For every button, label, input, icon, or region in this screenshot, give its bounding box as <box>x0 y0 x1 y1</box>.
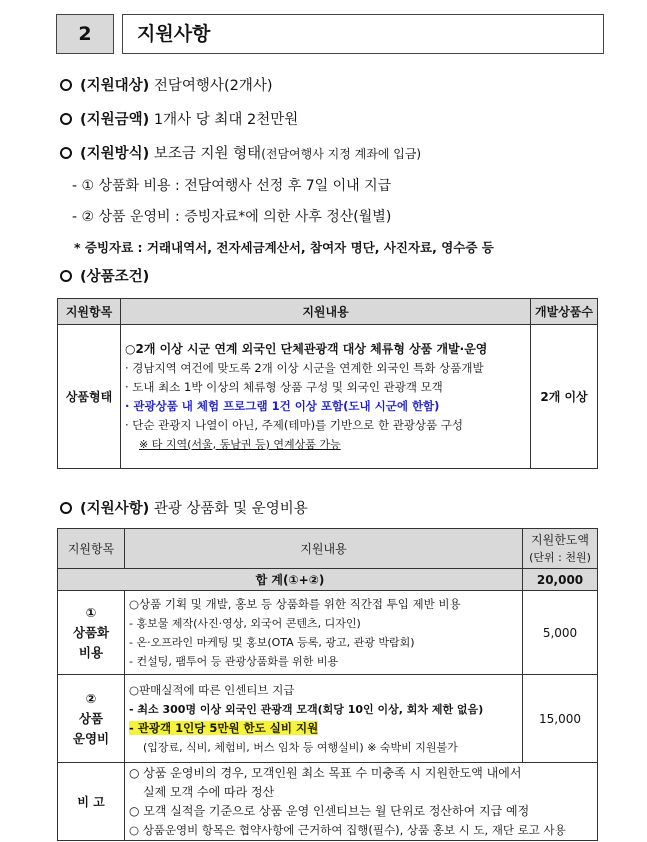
bullet-label: (지원사항) <box>80 501 150 517</box>
bullet-note: (전담여행사 지정 계좌에 입금) <box>261 147 422 161</box>
bullet-support <box>60 497 308 518</box>
section-title: 지원사항 <box>122 14 604 54</box>
row-label: 운영비 <box>72 730 110 746</box>
content-line: - 홍보물 제작(사진·영상, 외국어 콘텐츠, 디자인) <box>129 616 361 630</box>
col-header: 지원항목 <box>58 529 125 569</box>
bullet-text: 전담여행사(2개사) <box>153 78 273 94</box>
col-header: 개발상품수 <box>531 299 598 325</box>
remark-line: ○ 상품 운영비의 경우, 모객인원 최소 목표 수 미충족 시 지원한도액 내에서 <box>129 765 522 780</box>
remark-line: ○ 상품운영비 항목은 협약사항에 근거하여 집행(필수), 상품 홍보 시 도, 재단 로고 사용 <box>129 822 566 837</box>
col-header: 지원내용 <box>121 299 531 325</box>
highlighted-line: - 관광객 1인당 5만원 한도 실비 지원 <box>129 720 319 735</box>
unit-label: (단위 : 천원) <box>529 550 591 564</box>
total-label: 합 계(①+②) <box>58 569 523 591</box>
evidence-note: * 증빙자료 : 거래내역서, 전자세금계산서, 참여자 명단, 사진자료, 영수증 등 <box>74 240 494 255</box>
content-line: ○2개 이상 시군 연계 외국인 단체관광객 대상 체류형 상품 개발·운영 <box>125 341 488 356</box>
remark-line: ○ 모객 실적을 기준으로 상품 운영 인센티브는 월 단위로 정산하여 지급 예정 <box>129 803 530 818</box>
circle-bullet-icon <box>60 147 72 159</box>
sub-item-1: - ① 상품화 비용 : 전담여행사 선정 후 7일 이내 지급 <box>72 178 392 194</box>
total-value: 20,000 <box>523 569 598 591</box>
remark-label: 비 고 <box>58 763 125 841</box>
row-label: ② <box>85 690 97 706</box>
circle-bullet-icon <box>60 79 72 91</box>
content-line: (입장료, 식비, 체험비, 버스 임차 등 여행실비) ※ 숙박비 지원불가 <box>143 740 458 754</box>
row-label: 상품형태 <box>58 325 121 469</box>
bullet-conditions <box>60 265 149 286</box>
bullet-label: (지원금액) <box>80 112 150 128</box>
row-value: 15,000 <box>523 675 598 763</box>
bullet-label: (지원대상) <box>80 78 150 94</box>
col-header: 지원내용 <box>125 529 523 569</box>
col-header: 지원항목 <box>58 299 121 325</box>
content-line: - 최소 300명 이상 외국인 관광객 모객(회당 10인 이상, 회차 제한 없음) <box>129 702 484 716</box>
content-line: · 도내 최소 1박 이상의 체류형 상품 구성 및 외국인 관광객 모객 <box>125 379 443 394</box>
product-count: 2개 이상 <box>531 325 598 469</box>
col-header: 지원한도액 <box>531 532 589 547</box>
content-line-highlight: · 관광상품 내 체험 프로그램 1건 이상 포함(도내 시군에 한함) <box>125 398 440 413</box>
bullet-label: (지원방식) <box>80 146 150 162</box>
content-line: - 컨설팅, 팸투어 등 관광상품화를 위한 비용 <box>129 654 339 668</box>
bullet-text: 1개사 당 최대 2천만원 <box>153 112 299 128</box>
bullet-text: 관광 상품화 및 운영비용 <box>153 501 308 517</box>
bullet-target <box>60 74 273 95</box>
row-value: 5,000 <box>523 591 598 675</box>
conditions-table <box>57 298 598 469</box>
content-line: - 온·오프라인 마케팅 및 홍보(OTA 등록, 광고, 관광 박람회) <box>129 635 415 649</box>
circle-bullet-icon <box>60 502 72 514</box>
support-table <box>57 528 598 841</box>
row-label: 상품화 <box>72 624 110 640</box>
content-line: ○상품 기획 및 개발, 홍보 등 상품화를 위한 직간접 투입 제반 비용 <box>129 596 461 611</box>
circle-bullet-icon <box>60 270 72 282</box>
bullet-label: (상품조건) <box>80 269 150 285</box>
row-label: ① <box>85 604 97 620</box>
row-label: 상품 <box>78 710 104 726</box>
content-note: ※ 타 지역(서울, 동남권 등) 연계상품 가능 <box>139 437 341 451</box>
bullet-text: 보조금 지원 형태 <box>153 146 262 162</box>
section-header <box>56 14 604 56</box>
bullet-amount <box>60 108 298 129</box>
circle-bullet-icon <box>60 113 72 125</box>
sub-item-2: - ② 상품 운영비 : 증빙자료*에 의한 사후 정산(월별) <box>72 209 392 225</box>
remark-line: 실제 모객 수에 따라 정산 <box>143 784 275 799</box>
content-line: · 경남지역 여건에 맞도록 2개 이상 시군을 연계한 외국인 특화 상품개발 <box>125 360 484 375</box>
content-line: · 단순 관광지 나열이 아닌, 주제(테마)를 기반으로 한 관광상품 구성 <box>125 417 464 432</box>
content-line: ○판매실적에 따른 인센티브 지급 <box>129 682 295 697</box>
section-number: 2 <box>56 14 114 54</box>
row-label: 비용 <box>78 644 104 660</box>
bullet-method <box>60 142 421 163</box>
